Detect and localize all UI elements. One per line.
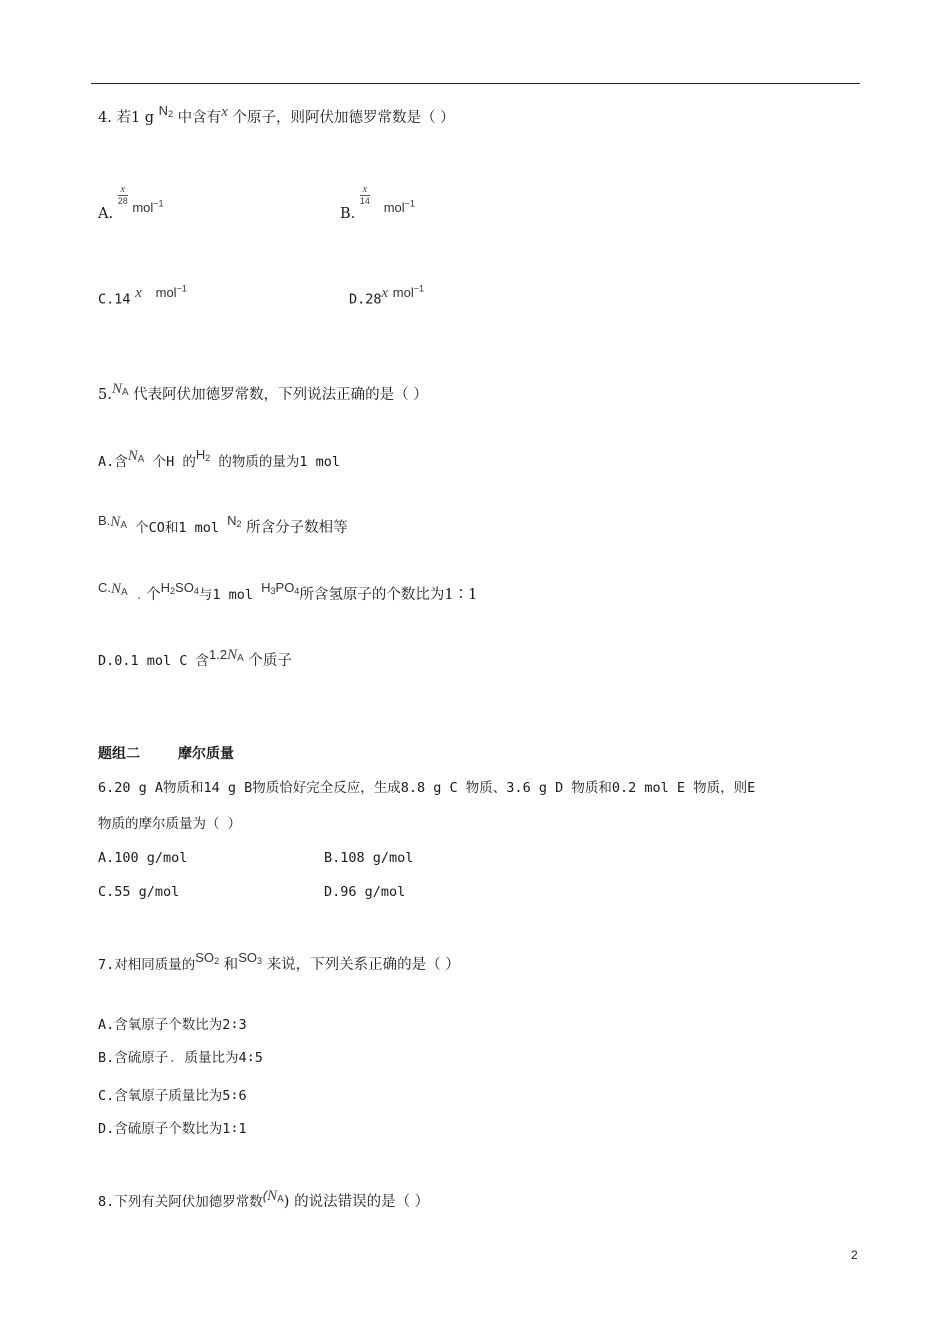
q6-option-c: C.55 g/mol bbox=[98, 884, 180, 900]
header-rule bbox=[91, 83, 860, 84]
so2-formula: $SO_2$ bbox=[195, 950, 220, 966]
fraction-x-14: $\frac{x}{14}$ bbox=[359, 184, 370, 206]
q5-option-d: D.0.1 mol C 含$1.2N_A$ 个质子 bbox=[98, 647, 292, 669]
q5-stem: $5.N_A$ 代表阿伏加德罗常数，下列说法正确的是（ ） bbox=[98, 381, 428, 403]
mol-inverse-unit: mol$^{-1}$ bbox=[132, 198, 164, 215]
mol-inverse-unit: mol$^{-1}$ bbox=[383, 198, 415, 215]
q6-stem-line2: 物质的摩尔质量为（ ） bbox=[98, 816, 242, 832]
q6-option-d: D.96 g/mol bbox=[324, 884, 406, 900]
q6-stem-line1: 6.20 g A物质和14 g B物质恰好完全反应，生成8.8 g C 物质、3.6 g D 物质和0.2 mol E 物质，则E bbox=[98, 780, 756, 796]
q6-option-a: A.100 g/mol bbox=[98, 850, 188, 866]
group-heading: 题组二 摩尔质量 bbox=[98, 746, 234, 762]
q5-option-b: $B.N_A$ 个CO和1 mol $N_2$ 所含分子数相等 bbox=[98, 513, 348, 536]
q7-stem: 7.对相同质量的$SO_2$ 和$SO_3$ 来说，下列关系正确的是（ ） bbox=[98, 950, 460, 973]
q4-option-c: C.14 x mol$^{-1}$ bbox=[98, 284, 187, 308]
q4-option-a: A. $\frac{x}{28}$ mol$^{-1}$ bbox=[98, 184, 164, 222]
q7-option-d: D.含硫原子个数比为1∶1 bbox=[98, 1121, 247, 1137]
fraction-x-28: $\frac{x}{28}$ bbox=[117, 184, 128, 206]
page-number: 2 bbox=[851, 1248, 858, 1262]
so3-formula: $SO_3$ bbox=[238, 950, 262, 966]
q5-option-c: $C.N_A$ . 个$H_2SO_4$与1 mol $H_3PO_4$所含氢原子的个数比为1∶1 bbox=[98, 580, 478, 603]
q4-option-d: D.28x mol$^{-1}$ bbox=[349, 284, 425, 308]
q7-option-b: B.含硫原子. 质量比为4∶5 bbox=[98, 1050, 263, 1066]
n2-formula: $N_2$ bbox=[158, 103, 174, 119]
q7-option-c: C.含氧原子质量比为5∶6 bbox=[98, 1088, 247, 1104]
q4-option-b: B. $\frac{x}{14}$ mol$^{-1}$ bbox=[340, 184, 415, 222]
q7-option-a: A.含氧原子个数比为2∶3 bbox=[98, 1017, 247, 1033]
x-variable: x bbox=[221, 104, 228, 120]
q6-option-b: B.108 g/mol bbox=[324, 850, 414, 866]
h2so4-formula: $H_2SO_4$ bbox=[160, 580, 199, 596]
q8-stem: 8.下列有关阿伏加德罗常数$(N_A)$ 的说法错误的是（ ） bbox=[98, 1188, 430, 1210]
h3po4-formula: $H_3PO_4$ bbox=[261, 580, 300, 596]
q5-option-a: A.含$N_A$ 个H 的$H_2$ 的物质的量为1 mol bbox=[98, 447, 341, 470]
avogadro-symbol: $N_A$ bbox=[111, 381, 129, 398]
q4-stem: 4. 若1 g $N_2$ 中含有x 个原子，则阿伏加德罗常数是（ ） bbox=[98, 103, 455, 126]
